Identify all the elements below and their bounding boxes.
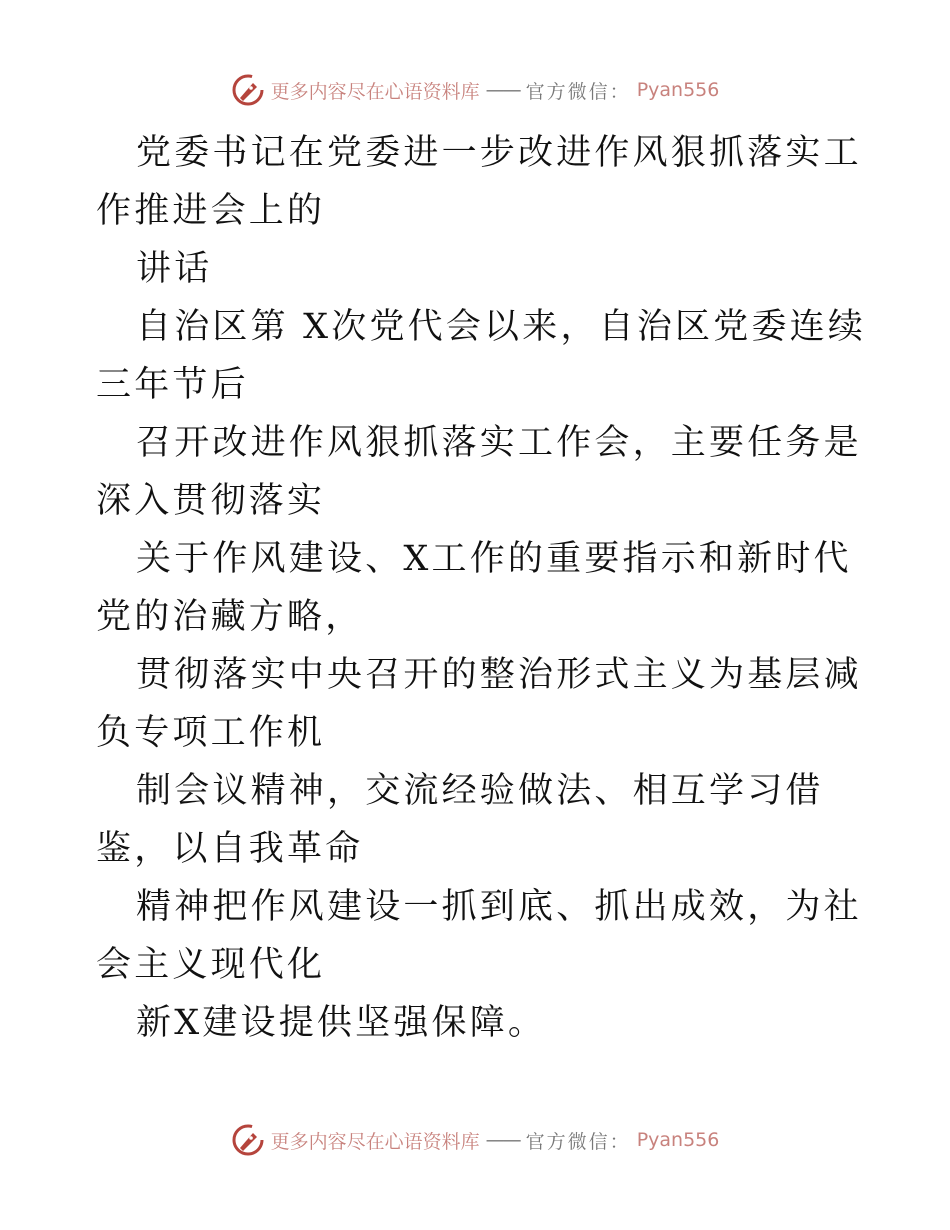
watermark-wechat-account: Pyan556 xyxy=(636,79,720,101)
paragraph: 制会议精神，交流经验做法、相互学习借鉴，以自我革命 xyxy=(96,771,824,869)
paragraph: 召开改进作风狠抓落实工作会，主要任务是深入贯彻落实 xyxy=(96,423,862,521)
paragraph-title-continued: 讲话 xyxy=(136,249,213,289)
pen-nib-logo-icon xyxy=(231,1123,265,1157)
footer-watermark xyxy=(0,1120,950,1160)
paragraph-title: 党委书记在党委进一步改进作风狠抓落实工作推进会上的 xyxy=(96,133,862,231)
header-watermark xyxy=(0,70,950,110)
watermark-promo-text: 更多内容尽在心语资料库 xyxy=(270,80,480,103)
watermark-promo-text: 更多内容尽在心语资料库 xyxy=(270,1130,480,1153)
watermark-wechat-label: 官方微信： xyxy=(525,80,631,103)
watermark-wechat-account: Pyan556 xyxy=(636,1129,720,1151)
document-body xyxy=(96,124,876,1052)
paragraph: 新X建设提供坚强保障。 xyxy=(136,1003,547,1043)
paragraph: 关于作风建设、X工作的重要指示和新时代党的治藏方略， xyxy=(96,539,852,637)
paragraph: 贯彻落实中央召开的整治形式主义为基层减负专项工作机 xyxy=(96,655,862,753)
pen-nib-logo-icon xyxy=(231,73,265,107)
paragraph: 自治区第 X次党代会以来，自治区党委连续三年节后 xyxy=(96,307,867,405)
paragraph: 精神把作风建设一抓到底、抓出成效，为社会主义现代化 xyxy=(96,887,862,985)
watermark-dash: —— xyxy=(485,79,520,101)
watermark-dash: —— xyxy=(485,1129,520,1151)
watermark-wechat-label: 官方微信： xyxy=(525,1130,631,1153)
